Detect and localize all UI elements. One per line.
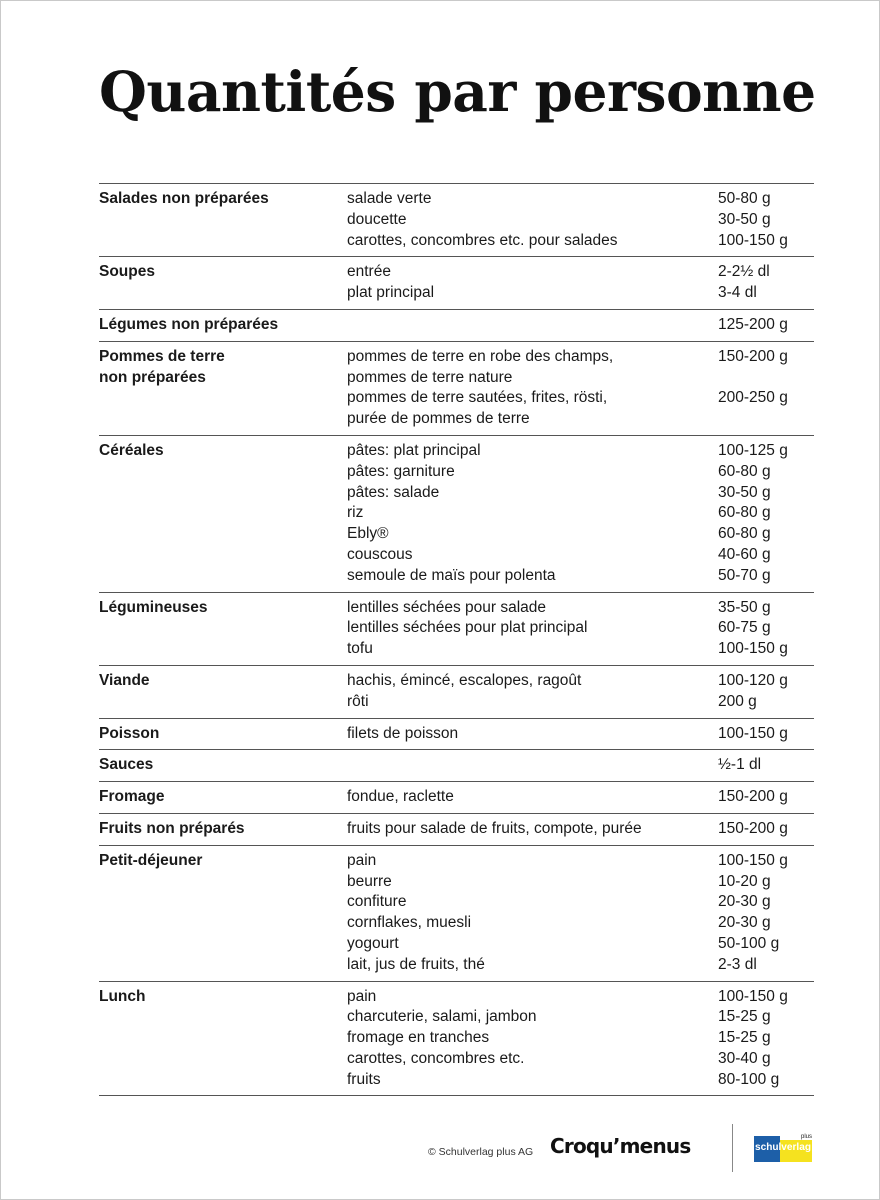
list-item bbox=[347, 231, 814, 252]
list-item bbox=[347, 639, 814, 660]
item-list bbox=[347, 262, 814, 304]
item-list bbox=[347, 598, 814, 660]
item-quantity: 50-70 g bbox=[718, 566, 771, 584]
item-description: filets de poisson bbox=[347, 724, 459, 742]
list-item bbox=[347, 545, 814, 566]
category-label: Viande bbox=[99, 671, 150, 689]
list-item bbox=[347, 618, 814, 639]
item-description: cornflakes, muesli bbox=[347, 914, 472, 932]
item-quantity: 200-250 g bbox=[718, 389, 788, 407]
item-description: semoule de maïs pour polenta bbox=[347, 566, 556, 584]
item-quantity: 60-80 g bbox=[718, 525, 771, 543]
list-item bbox=[347, 315, 814, 336]
item-description: entrée bbox=[347, 263, 391, 281]
item-description: pommes de terre en robe des champs, bbox=[347, 347, 614, 365]
svg-text:plus: plus bbox=[801, 1134, 813, 1140]
list-item bbox=[347, 1028, 814, 1049]
item-description: pommes de terre nature bbox=[347, 368, 513, 386]
item-description: couscous bbox=[347, 545, 413, 563]
item-description: beurre bbox=[347, 872, 392, 890]
item-description: yogourt bbox=[347, 934, 399, 952]
list-item bbox=[347, 671, 814, 692]
item-description: lentilles séchées pour salade bbox=[347, 598, 547, 616]
list-item bbox=[347, 347, 814, 368]
item-quantity: 80-100 g bbox=[718, 1070, 780, 1088]
item-quantity: 100-150 g bbox=[718, 724, 788, 742]
list-item bbox=[347, 987, 814, 1008]
item-quantity: 150-200 g bbox=[718, 347, 788, 365]
quantities-table bbox=[99, 183, 814, 1096]
list-item bbox=[347, 388, 814, 409]
item-description: pommes de terre sautées, frites, rösti, bbox=[347, 389, 608, 407]
item-description: rôti bbox=[347, 692, 369, 710]
item-description: lait, jus de fruits, thé bbox=[347, 955, 485, 973]
item-quantity: 60-80 g bbox=[718, 462, 771, 480]
item-quantity: 15-25 g bbox=[718, 1008, 771, 1026]
item-quantity: 100-150 g bbox=[718, 231, 788, 249]
category-label: Fruits non préparés bbox=[99, 819, 245, 837]
item-quantity: 50-80 g bbox=[718, 190, 771, 207]
list-item bbox=[347, 598, 814, 619]
item-quantity: 100-150 g bbox=[718, 851, 788, 869]
page-title: Quantités par personne bbox=[99, 59, 816, 124]
list-item bbox=[347, 503, 814, 524]
category-label: Soupes bbox=[99, 263, 155, 281]
item-description: fruits pour salade de fruits, compote, purée bbox=[347, 819, 642, 837]
item-description: riz bbox=[347, 504, 364, 522]
footer-divider bbox=[732, 1124, 733, 1172]
item-quantity: 100-150 g bbox=[718, 987, 788, 1005]
category-label: Salades non préparées bbox=[99, 190, 269, 207]
item-quantity: 150-200 g bbox=[718, 788, 788, 806]
item-quantity: 40-60 g bbox=[718, 545, 771, 563]
list-item bbox=[347, 1049, 814, 1070]
table-row bbox=[99, 982, 814, 1097]
table-row bbox=[99, 257, 814, 310]
category-label: Fromage bbox=[99, 788, 165, 806]
item-quantity: 30-40 g bbox=[718, 1049, 771, 1067]
item-quantity: 50-100 g bbox=[718, 934, 780, 952]
item-list bbox=[347, 987, 814, 1091]
item-list bbox=[347, 724, 814, 745]
item-list bbox=[347, 819, 814, 840]
table-row bbox=[99, 342, 814, 436]
category-label: Sauces bbox=[99, 756, 154, 774]
list-item bbox=[347, 210, 814, 231]
table-row bbox=[99, 719, 814, 751]
item-list bbox=[347, 787, 814, 808]
list-item bbox=[347, 283, 814, 304]
svg-text:schulverlag: schulverlag bbox=[755, 1141, 811, 1153]
item-description: fromage en tranches bbox=[347, 1029, 490, 1047]
item-list bbox=[347, 851, 814, 976]
list-item bbox=[347, 1070, 814, 1091]
item-description: charcuterie, salami, jambon bbox=[347, 1008, 537, 1026]
item-quantity: ½-1 dl bbox=[718, 756, 762, 774]
list-item bbox=[347, 368, 814, 389]
list-item bbox=[347, 692, 814, 713]
item-description: tofu bbox=[347, 640, 373, 658]
list-item bbox=[347, 872, 814, 893]
item-description: pâtes: salade bbox=[347, 483, 440, 501]
list-item bbox=[347, 483, 814, 504]
list-item bbox=[347, 787, 814, 808]
item-quantity: 30-50 g bbox=[718, 210, 771, 228]
list-item bbox=[347, 262, 814, 283]
item-quantity: 20-30 g bbox=[718, 893, 771, 911]
list-item bbox=[347, 955, 814, 976]
category-label: Céréales bbox=[99, 441, 164, 459]
item-description: Ebly® bbox=[347, 525, 389, 543]
item-description: carottes, concombres etc. pour salades bbox=[347, 231, 618, 249]
category-label: Légumineuses bbox=[99, 598, 208, 616]
category-label: Petit-déjeuner bbox=[99, 851, 203, 869]
list-item bbox=[347, 913, 814, 934]
list-item bbox=[347, 724, 814, 745]
item-quantity: 2-3 dl bbox=[718, 955, 757, 973]
item-description: fondue, raclette bbox=[347, 788, 454, 806]
item-quantity: 35-50 g bbox=[718, 598, 771, 616]
table-row bbox=[99, 846, 814, 982]
list-item bbox=[347, 892, 814, 913]
item-description: pâtes: plat principal bbox=[347, 441, 481, 459]
item-quantity: 30-50 g bbox=[718, 483, 771, 501]
item-description: carottes, concombres etc. bbox=[347, 1049, 525, 1067]
item-quantity: 200 g bbox=[718, 692, 757, 710]
item-quantity: 100-150 g bbox=[718, 640, 788, 658]
item-list bbox=[347, 347, 814, 430]
list-item bbox=[347, 409, 814, 430]
item-quantity: 60-75 g bbox=[718, 619, 771, 637]
item-quantity: 10-20 g bbox=[718, 872, 771, 890]
item-list bbox=[347, 755, 814, 776]
item-description: plat principal bbox=[347, 284, 435, 302]
list-item bbox=[347, 524, 814, 545]
item-description: salade verte bbox=[347, 190, 432, 207]
item-quantity: 150-200 g bbox=[718, 819, 788, 837]
item-list bbox=[347, 189, 814, 251]
list-item bbox=[347, 566, 814, 587]
copyright-text: © Schulverlag plus AG bbox=[428, 1146, 534, 1158]
category-label: Pommes de terre non préparées bbox=[99, 347, 225, 386]
item-quantity: 15-25 g bbox=[718, 1029, 771, 1047]
item-description: doucette bbox=[347, 210, 407, 228]
table-row bbox=[99, 750, 814, 782]
item-quantity: 100-120 g bbox=[718, 671, 788, 689]
table-row bbox=[99, 814, 814, 846]
table-row bbox=[99, 184, 814, 257]
item-quantity: 20-30 g bbox=[718, 914, 771, 932]
table-row bbox=[99, 666, 814, 719]
table-row bbox=[99, 310, 814, 342]
category-label: Légumes non préparées bbox=[99, 315, 279, 333]
table-row bbox=[99, 436, 814, 593]
item-description: purée de pommes de terre bbox=[347, 410, 530, 428]
footer bbox=[1, 1121, 880, 1181]
table-row bbox=[99, 782, 814, 814]
item-description: fruits bbox=[347, 1070, 381, 1088]
category-label: Lunch bbox=[99, 987, 146, 1005]
list-item bbox=[347, 1007, 814, 1028]
item-description: hachis, émincé, escalopes, ragoût bbox=[347, 671, 582, 689]
category-label: Poisson bbox=[99, 724, 160, 742]
item-description: confiture bbox=[347, 893, 407, 911]
list-item bbox=[347, 441, 814, 462]
item-list bbox=[347, 441, 814, 587]
publisher-logo bbox=[754, 1130, 814, 1164]
list-item bbox=[347, 819, 814, 840]
item-quantity: 60-80 g bbox=[718, 504, 771, 522]
item-description: lentilles séchées pour plat principal bbox=[347, 619, 588, 637]
list-item bbox=[347, 189, 814, 210]
list-item bbox=[347, 934, 814, 955]
item-quantity: 2-2½ dl bbox=[718, 263, 770, 281]
table-row bbox=[99, 593, 814, 666]
item-description: pain bbox=[347, 851, 377, 869]
item-quantity: 100-125 g bbox=[718, 441, 788, 459]
list-item bbox=[347, 462, 814, 483]
item-quantity: 125-200 g bbox=[718, 315, 788, 333]
brand-logo: Croqu’menus bbox=[550, 1134, 691, 1158]
item-description: pain bbox=[347, 987, 377, 1005]
item-list bbox=[347, 671, 814, 713]
item-list bbox=[347, 315, 814, 336]
item-quantity: 3-4 dl bbox=[718, 284, 757, 302]
list-item bbox=[347, 755, 814, 776]
list-item bbox=[347, 851, 814, 872]
item-description: pâtes: garniture bbox=[347, 462, 455, 480]
